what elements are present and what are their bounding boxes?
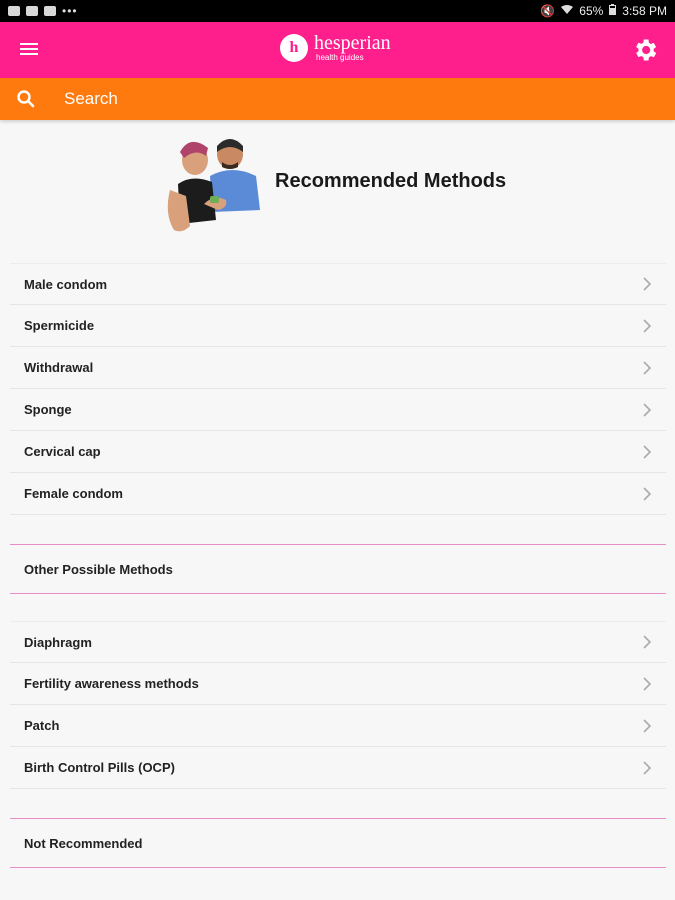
more-notifications-icon: •••: [62, 4, 78, 18]
battery-icon: [609, 4, 616, 18]
list-item-label: Male condom: [24, 276, 108, 292]
couple-illustration: [160, 134, 264, 238]
chevron-right-icon: [642, 635, 652, 649]
app-bar: [0, 22, 675, 78]
chevron-right-icon: [642, 719, 652, 733]
drive-icon: [26, 6, 38, 16]
list-item[interactable]: [10, 663, 666, 705]
list-item[interactable]: [10, 431, 666, 473]
hero-header: [160, 134, 560, 238]
recommended-list: [10, 263, 666, 515]
search-bar: [0, 78, 675, 120]
list-item-label: Withdrawal: [24, 360, 94, 375]
list-item[interactable]: [10, 347, 666, 389]
hesperian-logo: [280, 33, 391, 62]
chevron-right-icon: [642, 445, 652, 459]
image-icon: [8, 6, 20, 16]
list-item-label: Cervical cap: [24, 444, 101, 459]
list-item[interactable]: [10, 305, 666, 347]
list-item[interactable]: [10, 389, 666, 431]
section-label: Not Recommended: [24, 835, 143, 851]
logo-title: hesperian: [314, 32, 391, 54]
list-item-label: Birth Control Pills (OCP): [24, 760, 175, 775]
search-icon[interactable]: [16, 89, 36, 109]
menu-button[interactable]: [20, 40, 38, 60]
section-label: Other Possible Methods: [24, 561, 173, 577]
chevron-right-icon: [642, 319, 652, 333]
search-input[interactable]: [64, 88, 464, 110]
section-header-other[interactable]: [10, 544, 666, 594]
gallery-icon: [44, 6, 56, 16]
list-item[interactable]: [10, 263, 666, 305]
battery-percent: 65%: [579, 4, 604, 18]
page-title: Recommended Methods: [275, 170, 507, 192]
list-item[interactable]: [10, 621, 666, 663]
settings-button[interactable]: [631, 36, 659, 64]
chevron-right-icon: [642, 361, 652, 375]
chevron-right-icon: [642, 677, 652, 691]
mute-icon: 🔇: [540, 4, 556, 18]
list-item-label: Sponge: [24, 402, 72, 417]
status-bar: [0, 0, 675, 22]
list-item-label: Female condom: [24, 486, 123, 501]
wifi-icon: [561, 4, 573, 18]
list-item[interactable]: [10, 473, 666, 515]
list-item[interactable]: [10, 747, 666, 789]
menu-icon: [20, 43, 38, 45]
chevron-right-icon: [642, 487, 652, 501]
other-methods-list: [10, 621, 666, 789]
logo-subtitle: health guides: [316, 53, 364, 62]
gear-icon: [631, 36, 659, 64]
chevron-right-icon: [642, 761, 652, 775]
section-header-not-recommended[interactable]: [10, 818, 666, 868]
list-item-label: Diaphragm: [24, 634, 92, 650]
clock: 3:58 PM: [622, 4, 667, 18]
logo-badge: h: [280, 34, 308, 62]
list-item[interactable]: [10, 705, 666, 747]
chevron-right-icon: [642, 277, 652, 291]
list-item-label: Spermicide: [24, 318, 95, 333]
list-item-label: Fertility awareness methods: [24, 676, 199, 691]
chevron-right-icon: [642, 403, 652, 417]
list-item-label: Patch: [24, 718, 60, 733]
